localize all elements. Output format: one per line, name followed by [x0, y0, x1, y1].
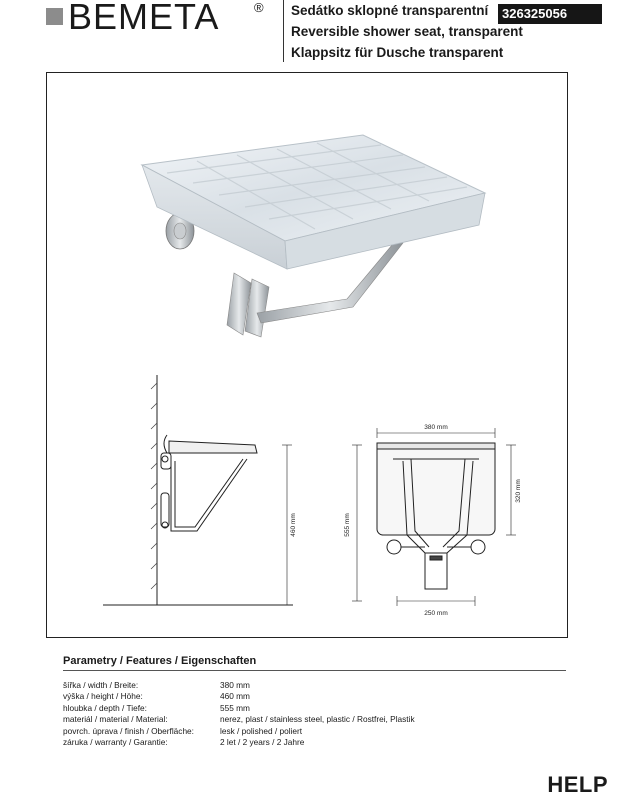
header-divider — [283, 0, 284, 62]
feature-row — [63, 726, 415, 737]
side-view-drawing — [103, 375, 293, 605]
feature-label: hloubka / depth / Tiefe: — [63, 702, 147, 713]
features-divider — [63, 670, 566, 671]
brand-name: BEMETA — [68, 0, 220, 37]
feature-value: 2 let / 2 years / 2 Jahre — [220, 737, 305, 748]
front-view-drawing — [352, 428, 516, 606]
dim-front-total-height: 555 mm — [344, 513, 351, 537]
registered-mark: ® — [254, 0, 264, 15]
features-table — [63, 680, 415, 748]
title-de: Klappsitz für Dusche transparent — [291, 45, 504, 60]
title-en: Reversible shower seat, transparent — [291, 24, 523, 39]
product-code-badge: 326325056 — [498, 4, 602, 24]
feature-label: materiál / material / Material: — [63, 714, 168, 725]
product-photo — [142, 135, 485, 337]
feature-row — [63, 680, 415, 691]
feature-label: povrch. úprava / finish / Oberfläche: — [63, 725, 194, 736]
product-frame — [46, 72, 568, 638]
feature-value: 380 mm — [220, 680, 250, 690]
product-titles — [291, 0, 523, 63]
features-heading: Parametry / Features / Eigenschaften — [63, 655, 257, 667]
feature-label: šířka / width / Breite: — [63, 680, 139, 690]
dim-front-width: 380 mm — [424, 424, 448, 431]
dim-bracket-width: 250 mm — [424, 610, 448, 617]
dim-side-height: 460 mm — [290, 513, 297, 537]
feature-row — [63, 737, 415, 748]
feature-value: lesk / polished / poliert — [220, 725, 303, 736]
feature-label: záruka / warranty / Garantie: — [63, 737, 168, 748]
feature-row — [63, 703, 415, 714]
dim-front-seat-height: 320 mm — [515, 479, 522, 503]
title-cz: Sedátko sklopné transparentní — [291, 3, 489, 18]
feature-row — [63, 714, 415, 725]
logo-square-icon — [46, 8, 63, 25]
feature-value: nerez, plast / stainless steel, plastic / Rostfrei, Plastik — [220, 714, 415, 725]
feature-value: 460 mm — [220, 691, 250, 702]
feature-row — [63, 691, 415, 702]
feature-label: výška / height / Höhe: — [63, 691, 143, 702]
feature-value: 555 mm — [220, 702, 250, 713]
help-label: HELP — [547, 772, 608, 797]
